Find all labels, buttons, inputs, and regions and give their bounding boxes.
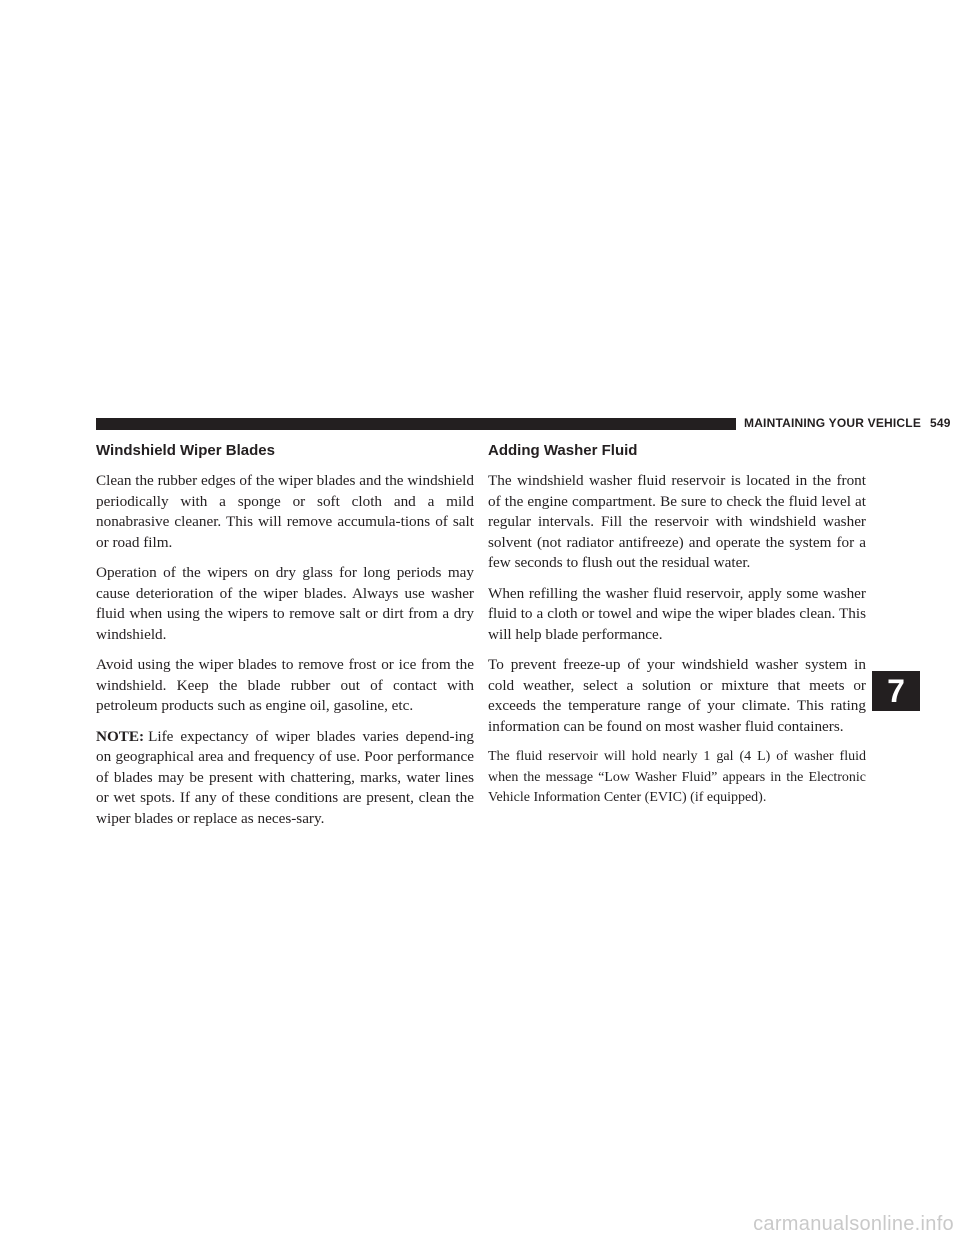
chapter-tab: 7 bbox=[872, 671, 920, 711]
paragraph: The windshield washer fluid reservoir is located in the front of the engine compartment. Be sure to check the fluid level at regular intervals. Fill the reservoir with windshield washer solvent (not radiator antifreeze) and operate the system for a few seconds to flush out the residual water. bbox=[488, 472, 866, 571]
right-column bbox=[488, 441, 866, 819]
left-column bbox=[96, 441, 474, 839]
paragraph: The fluid reservoir will hold nearly 1 gal (4 L) of washer fluid when the message “Low Washer Fluid” appears in the Electronic Vehicle Information Center (EVIC) (if equipped). bbox=[488, 749, 866, 805]
paragraph: Operation of the wipers on dry glass for long periods may cause deterioration of the wiper blades. Always use washer fluid when using the wipers to remove salt or dirt from a dry windshield. bbox=[96, 564, 474, 643]
watermark: carmanualsonline.info bbox=[753, 1213, 954, 1235]
note-label: NOTE: bbox=[96, 727, 145, 745]
paragraph: To prevent freeze-up of your windshield washer system in cold weather, select a solution or mixture that meets or exceeds the temperature range of your climate. This rating information can be found on most washer fluid containers. bbox=[488, 656, 866, 735]
paragraph: Avoid using the wiper blades to remove frost or ice from the windshield. Keep the blade rubber out of contact with petroleum products such as engine oil, gasoline, etc. bbox=[96, 656, 474, 714]
section-title: MAINTAINING YOUR VEHICLE bbox=[744, 416, 922, 430]
heading-windshield-wiper-blades: Windshield Wiper Blades bbox=[96, 442, 275, 459]
paragraph: Clean the rubber edges of the wiper blades and the windshield periodically with a sponge or soft cloth and a mild nonabrasive cleaner. This will remove accumula-tions of salt or road film. bbox=[96, 472, 474, 551]
note-paragraph bbox=[96, 727, 474, 830]
running-header bbox=[744, 416, 951, 430]
header-rule bbox=[96, 418, 736, 430]
paragraph: When refilling the washer fluid reservoir, apply some washer fluid to a cloth or towel and wipe the wiper blades clean. This will help blade performance. bbox=[488, 584, 866, 643]
note-text: Life expectancy of wiper blades varies depend-ing on geographical area and frequency of use. Poor performance of blades may be present with chattering, marks, water lines or wet spots. If any of these conditions are present, clean the wiper blades or replace as neces-sary. bbox=[96, 727, 474, 827]
page-number: 549 bbox=[930, 416, 951, 430]
heading-adding-washer-fluid: Adding Washer Fluid bbox=[488, 442, 638, 459]
